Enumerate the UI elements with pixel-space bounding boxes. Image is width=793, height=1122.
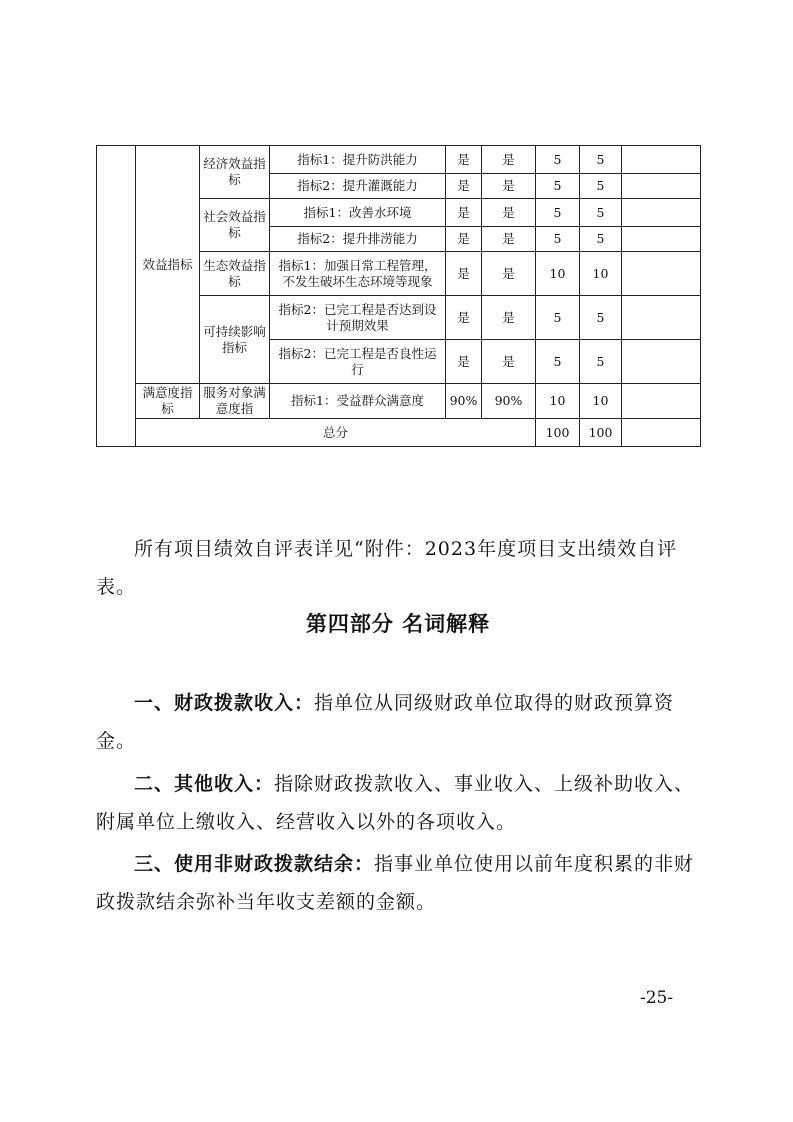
actual-cell: 是 (482, 252, 536, 296)
sustainability-category-cell: 可持续影响指标 (200, 296, 270, 384)
indicator-cell: 指标1：改善水环境 (270, 199, 446, 227)
total-score-cell: 100 (580, 419, 622, 447)
term-body: 指单位从同级财政单位取得的财政预算资金。 (96, 692, 675, 752)
term-paragraph (96, 845, 700, 921)
page-number: -25- (640, 988, 674, 1008)
economic-category-cell: 经济效益指标 (200, 146, 270, 199)
ecological-category-cell: 生态效益指标 (200, 252, 270, 296)
target-cell: 90% (446, 384, 482, 419)
performance-table (96, 145, 701, 447)
section-heading: 第四部分 名词解释 (305, 611, 491, 636)
target-cell: 是 (446, 252, 482, 296)
term-title: 二、其他收入： (134, 773, 275, 795)
social-category-cell: 社会效益指标 (200, 199, 270, 252)
term-body: 指事业单位使用以前年度积累的非财政拨款结余弥补当年收支差额的金额。 (96, 853, 695, 913)
weight-cell: 5 (536, 174, 580, 199)
term-paragraph (96, 765, 700, 841)
benefit-indicator-cell: 效益指标 (136, 146, 200, 384)
note-cell (622, 174, 701, 199)
table-row (97, 146, 701, 174)
score-cell: 5 (580, 296, 622, 340)
actual-cell: 是 (482, 340, 536, 384)
score-cell: 5 (580, 199, 622, 227)
note-cell (622, 296, 701, 340)
weight-cell: 10 (536, 384, 580, 419)
target-cell: 是 (446, 296, 482, 340)
weight-cell: 5 (536, 340, 580, 384)
indicator-cell: 指标2：已完工程是否良性运行 (270, 340, 446, 384)
score-cell: 10 (580, 252, 622, 296)
table-row (97, 384, 701, 419)
note-cell (622, 199, 701, 227)
target-cell: 是 (446, 199, 482, 227)
indicator-cell: 指标1：加强日常工程管理，不发生破坏生态环境等现象 (270, 252, 446, 296)
weight-cell: 5 (536, 227, 580, 252)
target-cell: 是 (446, 340, 482, 384)
actual-cell: 是 (482, 174, 536, 199)
score-cell: 5 (580, 146, 622, 174)
target-cell: 是 (446, 227, 482, 252)
note-cell (622, 146, 701, 174)
indicator-cell: 指标2：提升灌溉能力 (270, 174, 446, 199)
indicator-cell: 指标1：提升防洪能力 (270, 146, 446, 174)
total-row (97, 419, 701, 447)
blank-column-cell (97, 146, 136, 447)
note-cell (622, 227, 701, 252)
indicator-cell: 指标2：提升排涝能力 (270, 227, 446, 252)
weight-cell: 5 (536, 199, 580, 227)
target-cell: 是 (446, 174, 482, 199)
actual-cell: 是 (482, 227, 536, 252)
note-cell (622, 384, 701, 419)
indicator-cell: 指标1：受益群众满意度 (270, 384, 446, 419)
indicator-cell: 指标2：已完工程是否达到设计预期效果 (270, 296, 446, 340)
term-paragraph (96, 684, 700, 760)
term-body: 指除财政拨款收入、事业收入、上级补助收入、附属单位上缴收入、经营收入以外的各项收入。 (96, 773, 695, 833)
score-cell: 5 (580, 174, 622, 199)
total-note-cell (622, 419, 701, 447)
weight-cell: 5 (536, 146, 580, 174)
satisfaction-indicator-cell: 满意度指标 (136, 384, 200, 419)
target-cell: 是 (446, 146, 482, 174)
satisfaction-category-cell: 服务对象满意度指 (200, 384, 270, 419)
weight-cell: 10 (536, 252, 580, 296)
term-title: 三、使用非财政拨款结余： (134, 853, 375, 875)
term-title: 一、财政拨款收入： (134, 692, 315, 714)
score-cell: 5 (580, 227, 622, 252)
actual-cell: 90% (482, 384, 536, 419)
actual-cell: 是 (482, 146, 536, 174)
total-weight-cell: 100 (536, 419, 580, 447)
note-cell (622, 252, 701, 296)
actual-cell: 是 (482, 199, 536, 227)
score-cell: 5 (580, 340, 622, 384)
weight-cell: 5 (536, 296, 580, 340)
actual-cell: 是 (482, 296, 536, 340)
score-cell: 10 (580, 384, 622, 419)
note-cell (622, 340, 701, 384)
attachment-paragraph: 所有项目绩效自评表详见“附件：2023年度项目支出绩效自评表。 (96, 538, 678, 598)
total-label-cell: 总分 (136, 419, 536, 447)
